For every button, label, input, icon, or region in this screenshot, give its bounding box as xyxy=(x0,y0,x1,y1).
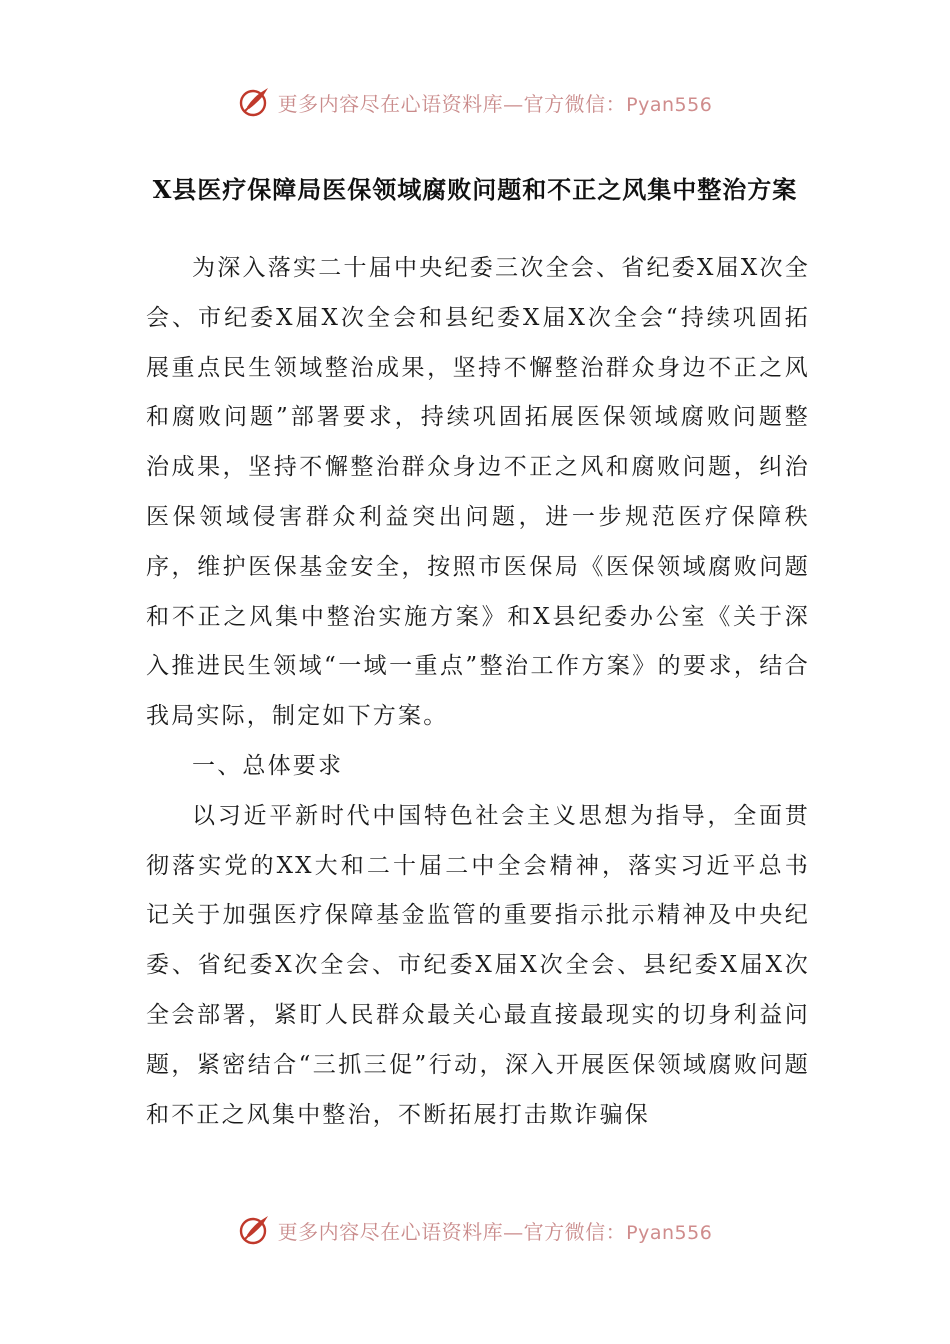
watermark-text: 更多内容尽在心语资料库—官方微信：Pyan556 xyxy=(277,1219,713,1244)
pen-logo-icon xyxy=(238,1213,272,1247)
watermark-footer xyxy=(0,1210,950,1250)
pen-logo-icon xyxy=(238,85,272,119)
document-body xyxy=(146,244,810,1140)
section-paragraph: 以习近平新时代中国特色社会主义思想为指导，全面贯彻落实党的XX大和二十届二中全会精神，落实习近平总书记关于加强医疗保障基金监管的重要指示批示精神及中央纪委、省纪委X次全会、市纪委X届X次全会、县纪委X届X次全会部署，紧盯人民群众最关心最直接最现实的切身利益问题，紧密结合“三抓三促”行动，深入开展医保领域腐败问题和不正之风集中整治，不断拓展打击欺诈骗保 xyxy=(146,802,810,1128)
watermark-header xyxy=(0,82,950,122)
section-heading: 一、总体要求 xyxy=(192,752,344,779)
document-title: X县医疗保障局医保领域腐败问题和不正之风集中整治方案 xyxy=(152,175,798,204)
watermark-text: 更多内容尽在心语资料库—官方微信：Pyan556 xyxy=(277,91,713,116)
intro-paragraph: 为深入落实二十届中央纪委三次全会、省纪委X届X次全会、市纪委X届X次全会和县纪委X届X次全会“持续巩固拓展重点民生领域整治成果，坚持不懈整治群众身边不正之风和腐败问题”部署要求，持续巩固拓展医保领域腐败问题整治成果，坚持不懈整治群众身边不正之风和腐败问题，纠治医保领域侵害群众利益突出问题，进一步规范医疗保障秩序，维护医保基金安全，按照市医保局《医保领域腐败问题和不正之风集中整治实施方案》和X县纪委办公室《关于深入推进民生领域“一域一重点”整治工作方案》的要求，结合我局实际，制定如下方案。 xyxy=(146,255,810,730)
